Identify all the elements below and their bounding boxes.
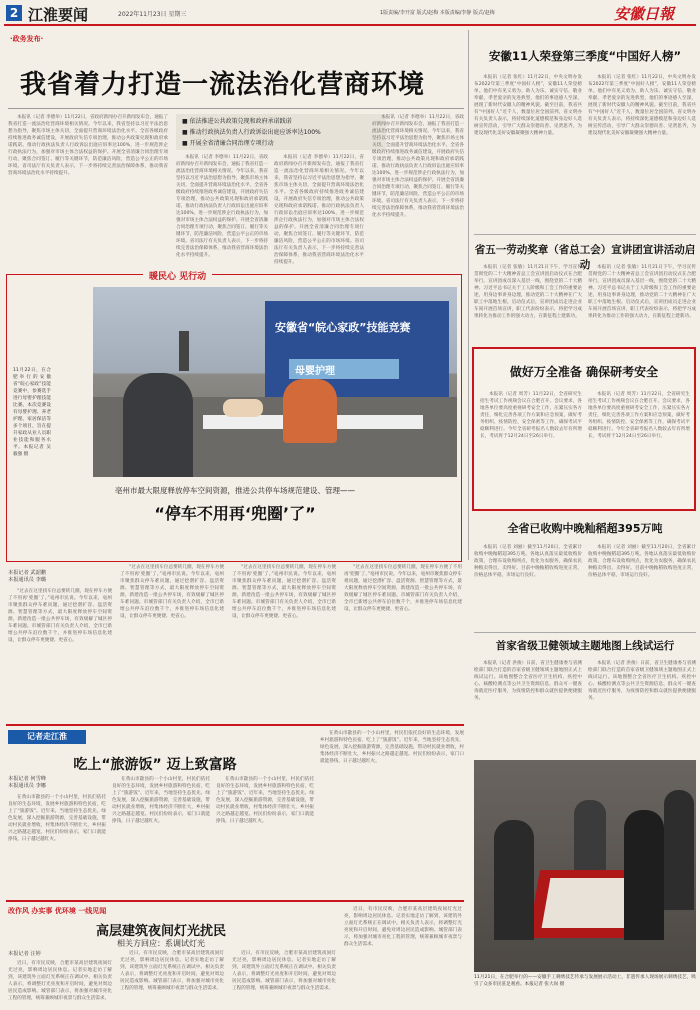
section-rule — [6, 724, 464, 726]
headline: 高层建筑夜间灯光扰民 — [95, 924, 226, 939]
judge-figure — [179, 331, 189, 371]
banner-title: 安徽省“皖心家政”技能竞赛 — [275, 321, 411, 334]
health-map-article — [474, 632, 696, 757]
parking-article — [6, 564, 464, 724]
article-body: 本报讯（记者 周芳）11月22日，全省研究生招生考试工作视频会议在合肥召开。会议要求，各地各单位要高度重视研考安全工作，压紧压实各方责任，细化完善各项工作方案和应急预案，做好考务组织、疫情防控、安全保密等工作，确保考试平稳顺利进行。今年全省研考报名人数较去年有所增长，考试将于12月24日至26日举行。 — [480, 392, 582, 439]
headline: 做好万全准备 确保研考安全 — [509, 365, 659, 379]
divider — [8, 108, 464, 109]
article-body-col2: 本报讯（记者 张敏）11月21日下午，学习宣传贯彻党的二十大精神省总工会宣讲团启动仪式在合肥举行。宣讲团成员深入基层一线，围绕党的二十大精神、习近平总书记关于工人阶级和工会工作的重要论述，用身边事讲身边理，推动党的二十大精神在广大职工中落地生根。启动仪式后，宣讲团成员走进企业车间开展首场宣讲，职工代表纷纷表示，将把学习成果转化为推动工作的强大动力，在新征程上建新功。 — [588, 265, 696, 319]
editor-credits: 1版责编/李开富 版式/赵梅 本版责编/李静 版式/赵梅 — [380, 10, 495, 16]
baby-doll — [223, 399, 263, 417]
article-body-col2: 本报讯（记者 刘丽）截至11月20日，全省累计收购中晚籼稻超395万吨。各地认真落实最低收购价政策，合理布设收购网点，优化为农服务，确保农民种粮卖得出、卖得好。目前中晚籼稻收购进度正常，价格总体平稳，市场运行良好。 — [588, 545, 696, 578]
article-body-col4: 本报讯（记者 李德举）11月22日，省政府新闻办召开新闻发布会，通报了我省打造一流法治化营商环境相关情况。今年以来，我省坚持以习近平法治思想为指导，聚焦市场主体关切，全面提升营商环境法治化水平。全省各级政府持续推进政务诚信建设，开展政府失信专项治理，推动公共政策兑现和政府承诺践诺。推动行政执法负责人行政诉讼出庭应诉率达100%，进一步规范涉企行政执法行为，加强对市场主体合法权益的保护。开展全省清廉合同治理专项行动，聚焦合同签订、履行等关键环节，防范廉洁风险，营造公平公正的市场环境。省司法厅有关负责人表示，下一步将持续完善法治保障体系，推动我省营商环境法治化水平持续提升。 — [372, 115, 464, 218]
issue-date: 2022年11月23日 星期三 — [118, 11, 187, 18]
embroidery-photo — [474, 760, 696, 972]
article-body: 本报讯（记者 张敏）11月21日下午，学习宣传贯彻党的二十大精神省总工会宣讲团启动仪式在合肥举行。宣讲团成员深入基层一线，围绕党的二十大精神、习近平总书记关于工人阶级和工会工作的重要论述，用身边事讲身边理，推动党的二十大精神在广大职工中落地生根。启动仪式后，宣讲团成员走进企业车间开展首场宣讲，职工代表纷纷表示，将把学习成果转化为推动工作的强大动力，在新征程上建新功。 — [474, 265, 582, 319]
article-body-col3: “过去在这里找车位总要转几圈，现在停车方便了不用再‘兜圈’了。”亳州市民说。今年以来，亳州市聚焦群众停车难问题，通过挖潜扩容、盘活资源、智慧管理等方式，最大限度释放停车空间资源，新建改造一批公共停车场，有效缓解了城区停车难问题。市城管部门有关负责人介绍，全市已新增公共停车泊位数千个，并推进停车场信息化建设，让群众停车更便捷、更省心。 — [232, 565, 336, 619]
banner-subtitle: 母婴护理 — [295, 366, 335, 377]
warm-hearts-section — [6, 274, 462, 562]
person-figure — [494, 820, 534, 940]
column-divider — [468, 30, 469, 560]
article-body-col2: 本报讯（记者 李德举）11月22日，省政府新闻办召开新闻发布会，通报了我省打造一流法治化营商环境相关情况。今年以来，我省坚持以习近平法治思想为指导，聚焦市场主体关切，全面提升营商环境法治化水平。全省各级政府持续推进政务诚信建设，开展政府失信专项治理，推动公共政策兑现和政府承诺践诺。推动行政执法负责人行政诉讼出庭应诉率达100%，进一步规范涉企行政执法行为，加强对市场主体合法权益的保护。开展全省清廉合同治理专项行动，聚焦合同签订、履行等关键环节，防范廉洁风险，营造公平公正的市场环境。省司法厅有关负责人表示，下一步将持续完善法治保障体系，推动我省营商环境法治化水平持续提升。 — [176, 155, 268, 258]
article-body-col2: 本报讯（记者 张红）11月22日，中央文明办发布2022年第三季度“中国好人榜”，安徽11人荣登榜单。他们中有见义勇为、助人为乐、诚实守信、敬业奉献、孝老爱亲的先进典型，他们的事迹感人至深，展现了新时代安徽人的精神风貌。截至目前，我省共有“中国好人”近千人，数量位居全国前列。省文明办有关负责人表示，将持续深化道德模范和身边好人选树宣传活动，引导广大群众崇德向善、见贤思齐，为建设现代化美好安徽凝聚强大精神力量。 — [588, 75, 696, 136]
section-title: 江淮要闻 — [28, 6, 89, 24]
byline: 本报记者 武韶鹏 本报通讯员 李璐 — [8, 570, 46, 583]
article-body-col2: 本报讯（记者 周芳）11月22日，全省研究生招生考试工作视频会议在合肥召开。会议要求，各地各单位要高度重视研考安全工作，压紧压实各方责任，细化完善各项工作方案和应急预案，做好考务组织、疫情防控、安全保密等工作，确保考试平稳顺利进行。今年全省研考报名人数较去年有所增长，考试将于12月24日至26日举行。 — [588, 392, 690, 439]
photo-caption: 11月22日，在合肥举行的安徽省“皖心家政”技能竞赛中，参赛选手进行母婴护理技能比赛。本次竞赛设有母婴护理、养老护理、家居保洁等多个项目，旨在提升家政从业人员职业技能和服务水平。本报记者 吴毅强 摄 — [13, 368, 51, 457]
article-body-col3: 在黄山市歙县的一个小山村里，村民们依托良好的生态环境，发展乡村旅游和特色民宿，吃上了“旅游饭”。近年来，当地坚持生态优先、绿色发展，深入挖掘旅游资源，完善基础设施，带动村民就业增收，村集体经济不断壮大，乡村振兴之路越走越宽。村民们纷纷表示，家门口就能挣钱，日子越过越红火。 — [216, 777, 314, 824]
headline: “停车不用再‘兜圈’了” — [154, 504, 316, 523]
deck: 相关方回应：系调试灯光 — [117, 939, 205, 948]
article-body: 本报讯（记者 张红）11月22日，中央文明办发布2022年第三季度“中国好人榜”，安徽11人荣登榜单。他们中有见义勇为、助人为乐、诚实守信、敬业奉献、孝老爱亲的先进典型，他们的事迹感人至深，展现了新时代安徽人的精神风貌。截至目前，我省共有“中国好人”近千人，数量位居全国前列。省文明办有关负责人表示，将持续深化道德模范和身边好人选树宣传活动，引导广大群众崇德向善、见贤思齐，为建设现代化美好安徽凝聚强大精神力量。 — [474, 75, 582, 136]
article-body-col2: 在黄山市歙县的一个小山村里，村民们依托良好的生态环境，发展乡村旅游和特色民宿，吃上了“旅游饭”。近年来，当地坚持生态优先、绿色发展，深入挖掘旅游资源，完善基础设施，带动村民就业增收，村集体经济不断壮大，乡村振兴之路越走越宽。村民们纷纷表示，家门口就能挣钱，日子越过越红火。 — [112, 777, 210, 824]
article-body-col3: 本报讯（记者 李德举）11月22日，省政府新闻办召开新闻发布会，通报了我省打造一流法治化营商环境相关情况。今年以来，我省坚持以习近平法治思想为指导，聚焦市场主体关切，全面提升营商环境法治化水平。全省各级政府持续推进政务诚信建设，开展政府失信专项治理，推动公共政策兑现和政府承诺践诺。推动行政执法负责人行政诉讼出庭应诉率达100%，进一步规范涉企行政执法行为，加强对市场主体合法权益的保护。开展全省清廉合同治理专项行动，聚焦合同签订、履行等关键环节，防范廉洁风险，营造公平公正的市场环境。省司法厅有关负责人表示，下一步将持续完善法治保障体系，推动我省营商环境法治化水平持续提升。 — [274, 155, 364, 265]
newspaper-logo: 安徽日報 — [614, 5, 675, 23]
lead-article — [6, 30, 464, 290]
header-rule — [4, 24, 696, 26]
good-people-article — [474, 30, 696, 230]
article-body: “过去在这里找车位总要转几圈，现在停车方便了不用再‘兜圈’了。”亳州市民说。今年以来，亳州市聚焦群众停车难问题，通过挖潜扩容、盘活资源、智慧管理等方式，最大限度释放停车空间资源，新建改造一批公共停车场，有效缓解了城区停车难问题。市城管部门有关负责人介绍，全市已新增公共停车泊位数千个，并推进停车场信息化建设，让群众停车更便捷、更省心。 — [8, 589, 112, 643]
exam-article — [472, 347, 696, 511]
contestant-figure — [123, 373, 193, 477]
person-figure — [574, 800, 606, 870]
page-header — [0, 0, 700, 26]
headline: 首家省级卫健领域主题地图上线试运行 — [495, 640, 675, 652]
headline: 我省着力打造一流法治化营商环境 — [20, 70, 426, 100]
night-light-article — [6, 900, 464, 1008]
headline: 吃上“旅游饭” 迈上致富路 — [73, 757, 237, 773]
article-body-col4: 近日，有市民反映，合肥市某高层建筑夜间灯光过亮，影响周边居民休息。记者实地走访了解到，该建筑外立面灯光系统正在调试中。相关负责人表示，将调整灯光亮度和开启时间，避免对周边居民造成影响。城管部门表示，将加强对城市亮化工程的管理，统筹兼顾城市夜景与群众生活需求。 — [344, 907, 462, 947]
section-rule — [6, 900, 464, 902]
article-body-col3: 近日，有市民反映，合肥市某高层建筑夜间灯光过亮，影响周边居民休息。记者实地走访了解到，该建筑外立面灯光系统正在调试中。相关负责人表示，将调整灯光亮度和开启时间，避免对周边居民造成影响。城管部门表示，将加强对城市亮化工程的管理，统筹兼顾城市夜景与群众生活需求。 — [232, 951, 336, 991]
embroidery-photo-block — [474, 760, 696, 996]
union-article — [474, 234, 696, 344]
headline: 全省已收购中晚籼稻超395万吨 — [507, 522, 663, 535]
section-badge: 暖民心 见行动 — [143, 269, 212, 282]
kicker: ·政务发布· — [10, 35, 44, 43]
article-body-col4: “过去在这里找车位总要转几圈，现在停车方便了不用再‘兜圈’了。”亳州市民说。今年以来，亳州市聚焦群众停车难问题，通过挖潜扩容、盘活资源、智慧管理等方式，最大限度释放停车空间资源，新建改造一批公共停车场，有效缓解了城区停车难问题。市城管部门有关负责人介绍，全市已新增公共停车泊位数千个，并推进停车场信息化建设，让群众停车更便捷、更省心。 — [344, 565, 462, 612]
article-body: 本报讯（记者 刘丽）截至11月20日，全省累计收购中晚籼稻超395万吨。各地认真落实最低收购价政策，合理布设收购网点，优化为农服务，确保农民种粮卖得出、卖得好。目前中晚籼稻收购进度正常，价格总体平稳，市场运行良好。 — [474, 545, 582, 578]
article-body-col2: “过去在这里找车位总要转几圈，现在停车方便了不用再‘兜圈’了。”亳州市民说。今年以来，亳州市聚焦群众停车难问题，通过挖潜扩容、盘活资源、智慧管理等方式，最大限度释放停车空间资源，新建改造一批公共停车场，有效缓解了城区停车难问题。市城管部门有关负责人介绍，全市已新增公共停车泊位数千个，并推进停车场信息化建设，让群众停车更便捷、更省心。 — [120, 565, 224, 619]
column-badge: 改作风 办实事 优环境 一线见闻 — [8, 907, 107, 915]
column-badge: 记者走江淮 — [8, 730, 86, 744]
byline: 本报记者 何雪峰 本报通讯员 李娜 — [8, 776, 46, 789]
bullet-item: ■ 开展全省清廉合同治理专项行动 — [182, 140, 274, 147]
article-body: 在黄山市歙县的一个小山村里，村民们依托良好的生态环境，发展乡村旅游和特色民宿，吃上了“旅游饭”。近年来，当地坚持生态优先、绿色发展，深入挖掘旅游资源，完善基础设施，带动村民就业增收，村集体经济不断壮大，乡村振兴之路越走越宽。村民们纷纷表示，家门口就能挣钱，日子越过越红火。 — [8, 795, 106, 842]
page-number: 2 — [6, 5, 22, 21]
competition-photo — [93, 287, 457, 477]
contestant-figure — [283, 379, 337, 443]
headline: 省五一劳动奖章（省总工会）宣讲团宣讲活动启动 — [474, 244, 696, 271]
headline: 安徽11人荣登第三季度“中国好人榜” — [488, 49, 682, 63]
divider — [474, 234, 696, 235]
article-body-col2: 近日，有市民反映，合肥市某高层建筑夜间灯光过亮，影响周边居民休息。记者实地走访了解到，该建筑外立面灯光系统正在调试中。相关负责人表示，将调整灯光亮度和开启时间，避免对周边居民造成影响。城管部门表示，将加强对城市亮化工程的管理，统筹兼顾城市夜景与群众生活需求。 — [120, 951, 224, 991]
bullet-item: ■ 依法推进公共政策兑现和政府承诺践诺 — [182, 118, 292, 125]
article-body: 本报讯（记者 洪俊）日前，省卫生健康委与省测绘部门联合打造的首家省级卫健领域主题地图正式上线试运行。该地图整合全省医疗卫生机构、疾控中心、核酸检测点等公共卫生资源信息，群众可一键查询就近医疗服务，为疫情防控和群众就医提供便捷服务。 — [474, 661, 582, 701]
sub-headline: 亳州市最大限度释放停车空间资源，推进公共停车场规范建设、管理—— — [115, 486, 355, 495]
bullet-box — [176, 114, 386, 150]
article-body: 近日，有市民反映，合肥市某高层建筑夜间灯光过亮，影响周边居民休息。记者实地走访了解到，该建筑外立面灯光系统正在调试中。相关负责人表示，将调整灯光亮度和开启时间，避免对周边居民造成影响。城管部门表示，将加强对城市亮化工程的管理，统筹兼顾城市夜景与群众生活需求。 — [8, 961, 112, 1001]
article-body-col2: 本报讯（记者 洪俊）日前，省卫生健康委与省测绘部门联合打造的首家省级卫健领域主题地图正式上线试运行。该地图整合全省医疗卫生机构、疾控中心、核酸检测点等公共卫生资源信息，群众可一键查询就近医疗服务，为疫情防控和群众就医提供便捷服务。 — [588, 661, 696, 701]
bullet-item: ■ 推动行政执法负责人行政诉讼出庭应诉率达100% — [182, 129, 321, 136]
divider — [474, 632, 696, 633]
article-body-col4: 在黄山市歙县的一个小山村里，村民们依托良好的生态环境，发展乡村旅游和特色民宿，吃上了“旅游饭”。近年来，当地坚持生态优先、绿色发展，深入挖掘旅游资源，完善基础设施，带动村民就业增收，村集体经济不断壮大，乡村振兴之路越走越宽。村民们纷纷表示，家门口就能挣钱，日子越过越红火。 — [320, 731, 464, 764]
person-figure — [664, 790, 694, 910]
person-figure — [624, 810, 664, 940]
byline: 本报记者 汪婷 — [8, 951, 41, 957]
photo-caption: 11月21日，在合肥举行的——安徽手工刺绣技艺传承与发展展示活动上，非遗传承人现场展示刺绣技艺，吸引了众多市民驻足观看。本报记者 张大岗 摄 — [474, 975, 696, 987]
article-body: 本报讯（记者 李德举）11月22日，省政府新闻办召开新闻发布会，通报了我省打造一流法治化营商环境相关情况。今年以来，我省坚持以习近平法治思想为指导，聚焦市场主体关切，全面提升营商环境法治化水平。全省各级政府持续推进政务诚信建设，开展政府失信专项治理，推动公共政策兑现和政府承诺践诺。推动行政执法负责人行政诉讼出庭应诉率达100%，进一步规范涉企行政执法行为，加强对市场主体合法权益的保护。开展全省清廉合同治理专项行动，聚焦合同签订、履行等关键环节，防范廉洁风险，营造公平公正的市场环境。省司法厅有关负责人表示，下一步将持续完善法治保障体系，推动我省营商环境法治化水平持续提升。 — [8, 115, 168, 176]
rice-article — [474, 514, 696, 629]
reporter-column — [6, 724, 464, 896]
